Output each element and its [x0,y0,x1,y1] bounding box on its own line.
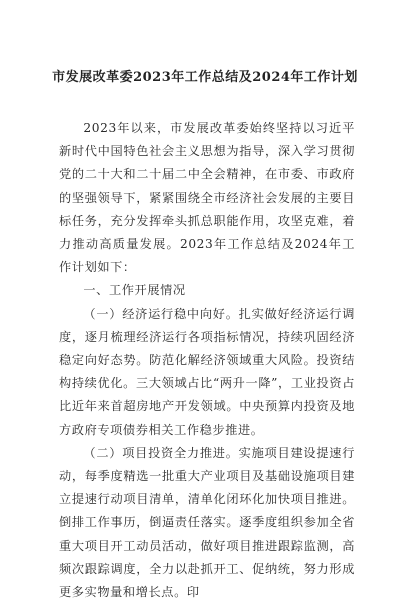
document-title: 市发展改革委2023年工作总结及2024年工作计划 [52,70,358,85]
project-paragraph: （二）项目投资全力推进。实施项目建设提速行动，每季度精选一批重大产业项目及基础设施项目建立提速行动项目清单，清单化闭环化加快项目推进。倒排工作事历，倒逼责任落实。逐季度组织参加全省重大项目开工动员活动，做好项目推进跟踪监测，高频次跟踪调度，全力以赴抓开工、促纳统，努力形成更多实物量和增长点。印 [59,445,355,600]
economy-paragraph: （一）经济运行稳中向好。扎实做好经济运行调度，逐月梳理经济运行各项指标情况，持续巩固经济稳定向好态势。防范化解经济领域重大风险。投资结构持续优化。三大领域占比“两升一降”，工业投资占比近年来首超房地产开发领域。中央预算内投资及地方政府专项债券相关工作稳步推进。 [59,306,355,437]
document-body [59,117,355,604]
intro-paragraph: 2023年以来，市发展改革委始终坚持以习近平新时代中国特色社会主义思想为指导，深入学习贯彻党的二十大和二十届二中全会精神，在市委、市政府的坚强领导下，紧紧围绕全市经济社会发展的主要目标任务，充分发挥牵头抓总职能作用，攻坚克难，着力推动高质量发展。2023年工作总结及2024年工作计划如下： [59,121,355,275]
section-heading: 一、工作开展情况 [83,283,186,298]
